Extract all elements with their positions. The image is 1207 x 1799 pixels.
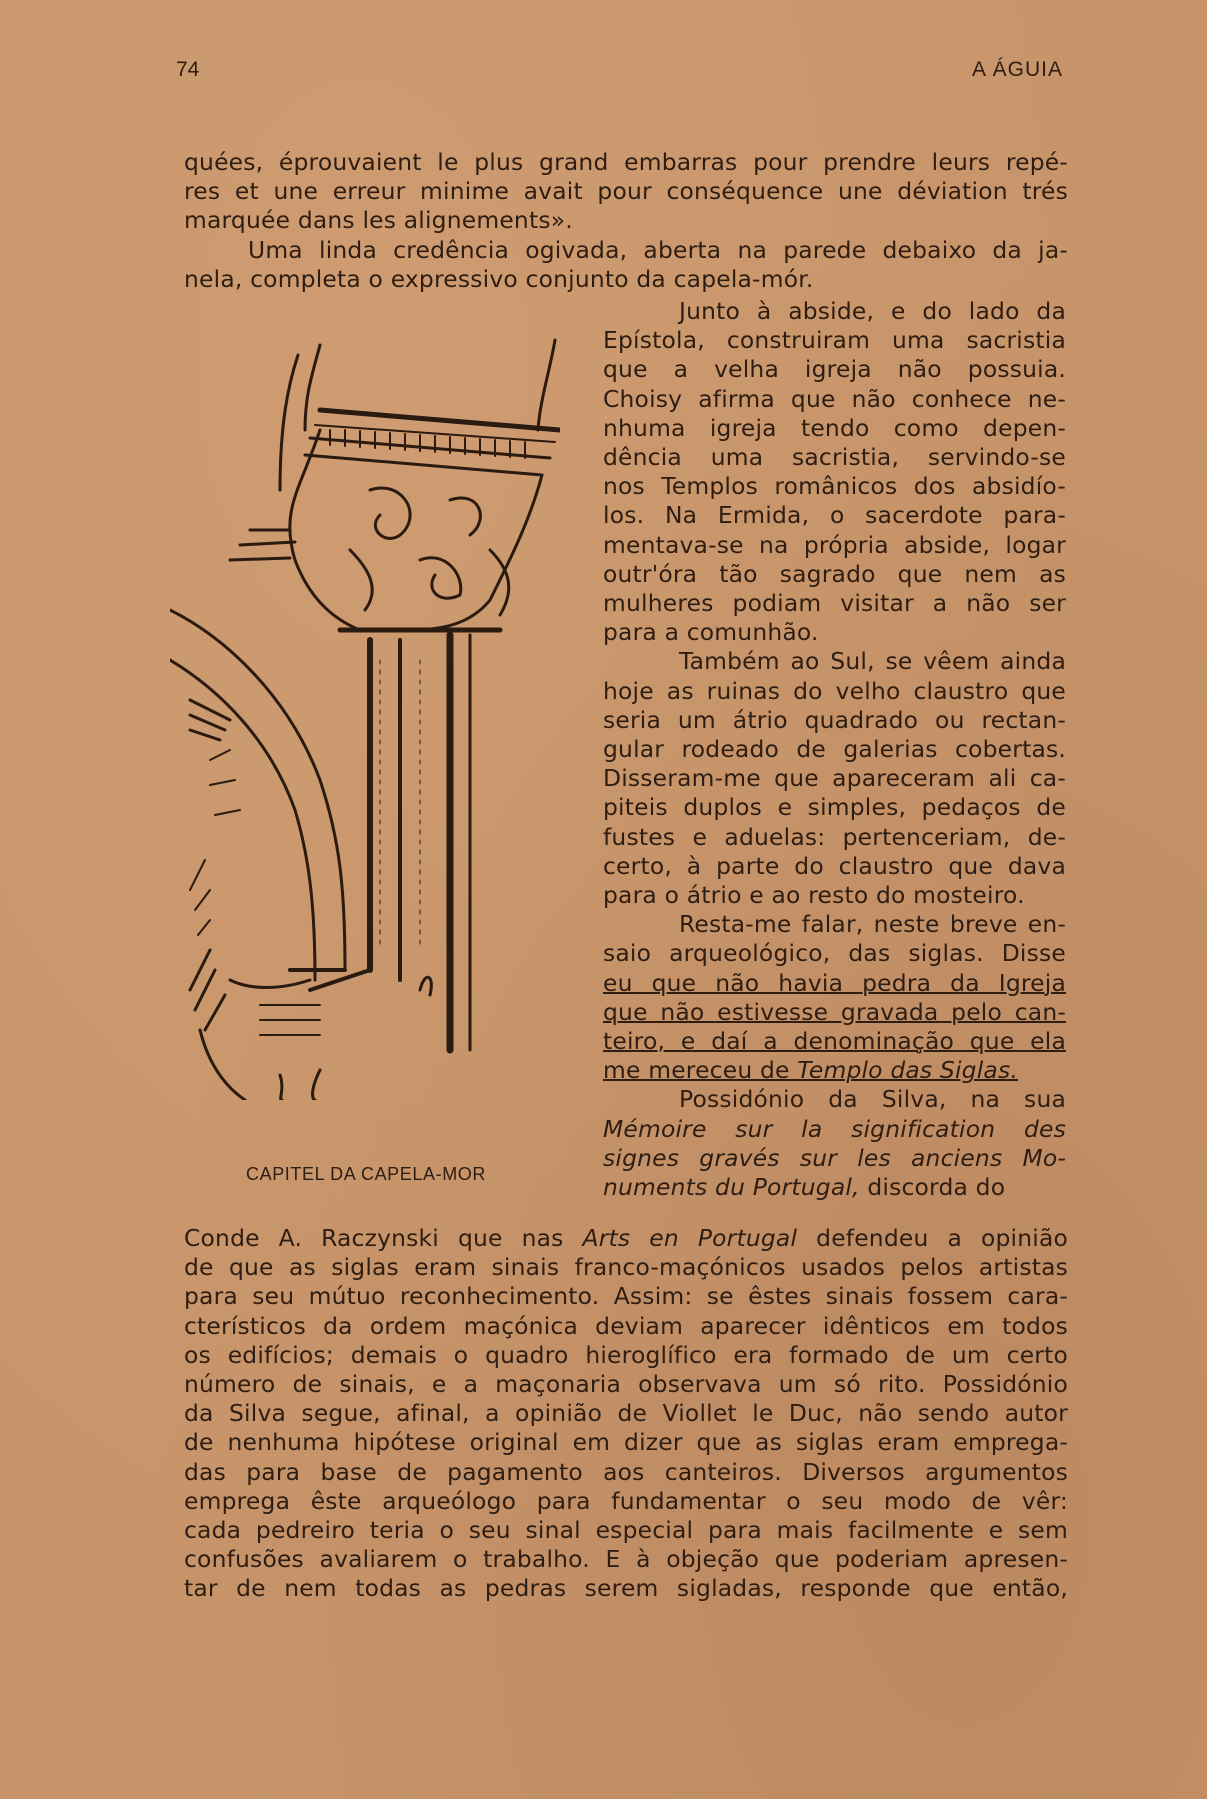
text-line: confusões avaliarem o trabalho. E à objeção que poderiam apresen- bbox=[184, 1545, 1068, 1574]
figure-caption: CAPITEL DA CAPELA-MOR bbox=[246, 1164, 486, 1184]
text-line: piteis duplos e simples, pedaços de bbox=[603, 793, 1066, 822]
text-line: Uma linda credência ogivada, aberta na parede debaixo da ja- bbox=[248, 235, 1068, 264]
text-line: para o átrio e ao resto do mosteiro. bbox=[603, 881, 1025, 910]
running-title: A ÁGUIA bbox=[971, 58, 1063, 81]
text-line-with-title bbox=[184, 1224, 1068, 1253]
text-line-tail-text: defendeu a opinião bbox=[797, 1224, 1068, 1252]
text-line: de que as siglas eram sinais franco-maçónicos usados pelos artistas bbox=[184, 1253, 1068, 1282]
text-line: da Silva segue, afinal, a opinião de Viollet le Duc, não sendo autor bbox=[184, 1399, 1068, 1428]
text-line: Junto à abside, e do lado da bbox=[679, 297, 1066, 325]
text-line: os edifícios; demais o quadro hieroglífico era formado de um certo bbox=[184, 1340, 1068, 1369]
book-title: Templo das Siglas. bbox=[797, 1056, 1018, 1085]
text-line: certo, à parte do claustro que dava bbox=[603, 851, 1066, 880]
text-line: quées, éprouvaient le plus grand embarras pour prendre leurs repé- bbox=[184, 148, 1068, 176]
text-line-tail bbox=[603, 1173, 1066, 1202]
text-line: Choisy afirma que não conhece ne- bbox=[603, 384, 1066, 413]
text-line-title bbox=[603, 1056, 1066, 1085]
text-line-lead: Conde A. Raczynski que nas bbox=[184, 1224, 583, 1252]
bottom-paragraph bbox=[184, 1224, 1068, 1604]
text-line: teiro, e daí a denominação que ela bbox=[603, 1027, 1066, 1056]
text-line: fustes e aduelas: pertenceriam, de- bbox=[603, 822, 1066, 851]
book-title: numents du Portugal, bbox=[603, 1173, 860, 1202]
text-line: Mémoire sur la signification des bbox=[603, 1114, 1066, 1143]
text-line: nos Templos românicos dos absidío- bbox=[603, 472, 1066, 501]
text-line: para seu mútuo reconhecimento. Assim: se êstes sinais fossem cara- bbox=[184, 1282, 1068, 1311]
text-line: Disseram-me que apareceram ali ca- bbox=[603, 764, 1066, 793]
text-line: Também ao Sul, se vêem ainda bbox=[679, 647, 1066, 676]
column-text bbox=[603, 297, 1066, 1202]
text-line: das para base de pagamento aos canteiros. Diversos argumentos bbox=[184, 1457, 1068, 1486]
text-line: Possidónio da Silva, na sua bbox=[679, 1085, 1066, 1114]
text-line: los. Na Ermida, o sacerdote para- bbox=[603, 501, 1066, 530]
text-line: Resta-me falar, neste breve en- bbox=[679, 910, 1066, 939]
text-line: cada pedreiro teria o seu sinal especial para mais facilmente e sem bbox=[184, 1516, 1068, 1545]
text-line: para a comunhão. bbox=[603, 618, 819, 647]
top-paragraphs bbox=[184, 148, 1068, 294]
page-number: 74 bbox=[176, 58, 200, 81]
text-line: eu que não havia pedra da Igreja bbox=[603, 968, 1066, 997]
text-line: cterísticos da ordem maçónica deviam aparecer idênticos em todos bbox=[184, 1311, 1068, 1340]
text-line: marquée dans les alignements». bbox=[184, 206, 573, 235]
text-line: outr'óra tão sagrado que nem as bbox=[603, 559, 1066, 588]
text-line: tar de nem todas as pedras serem sigladas, responde que então, bbox=[184, 1574, 1068, 1603]
text-line: nela, completa o expressivo conjunto da capela-mór. bbox=[184, 264, 814, 293]
text-line: signes gravés sur les anciens Mo- bbox=[603, 1143, 1066, 1172]
text-line: hoje as ruinas do velho claustro que bbox=[603, 676, 1066, 705]
text-line: emprega êste arqueólogo para fundamentar o seu modo de vêr: bbox=[184, 1486, 1068, 1515]
text-line-lead: me mereceu de bbox=[603, 1056, 798, 1085]
text-line: que não estivesse gravada pelo can- bbox=[603, 997, 1066, 1026]
text-line: gular rodeado de galerias cobertas. bbox=[603, 735, 1066, 764]
text-line-tail-text: discorda do bbox=[859, 1173, 1006, 1202]
text-line: res et une erreur minime avait pour conséquence une déviation trés bbox=[184, 177, 1068, 206]
text-line: mentava-se na própria abside, logar bbox=[603, 530, 1066, 559]
page-header bbox=[176, 58, 1063, 94]
text-line: Epístola, construiram uma sacristia bbox=[603, 326, 1066, 355]
text-line: que a velha igreja não possuia. bbox=[603, 355, 1066, 384]
text-line: nhuma igreja tendo como depen- bbox=[603, 413, 1066, 442]
book-title: Arts en Portugal bbox=[582, 1224, 798, 1252]
text-line: dência uma sacristia, servindo-se bbox=[603, 443, 1066, 472]
text-line: mulheres podiam visitar a não ser bbox=[603, 589, 1066, 618]
text-line: de nenhuma hipótese original em dizer que as siglas eram emprega- bbox=[184, 1428, 1068, 1457]
text-line: número de sinais, e a maçonaria observava um só rito. Possidónio bbox=[184, 1370, 1068, 1399]
text-line: seria um átrio quadrado ou rectan- bbox=[603, 705, 1066, 734]
capital-illustration bbox=[170, 330, 560, 1100]
capital-drawing bbox=[170, 330, 560, 1100]
text-line: saio arqueológico, das siglas. Disse bbox=[603, 939, 1066, 968]
